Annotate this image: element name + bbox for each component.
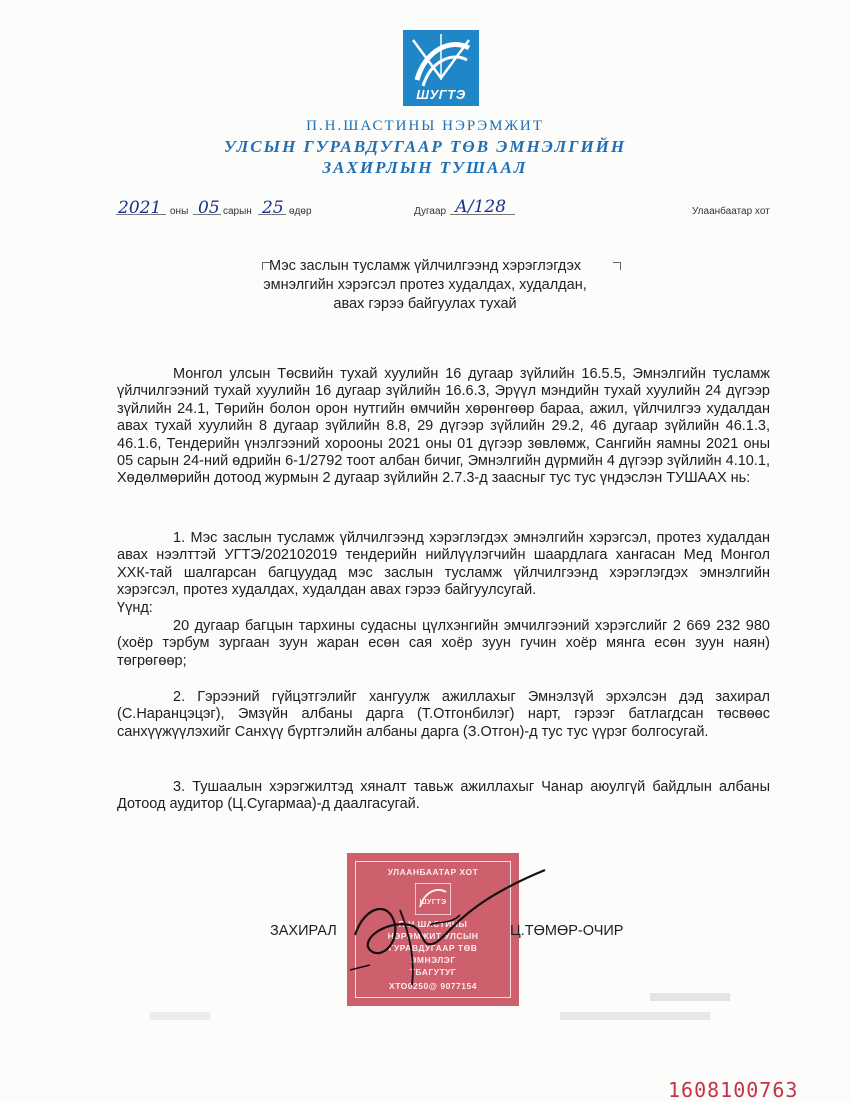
signatory-title: ЗАХИРАЛ — [270, 923, 337, 939]
subject-line2: эмнэлгийн хэрэгсэл протез худалдах, худалдан, — [263, 277, 587, 293]
logo — [403, 30, 479, 106]
date-year-suffix: оны — [170, 206, 189, 217]
stamp-registration: ХТО0250@ 9077154 — [389, 981, 477, 991]
preamble-text: Монгол улсын Төсвийн тухай хуулийн 16 дугаар зүйлийн 16.5.5, Эмнэлгийн тусламж үйлчилгээний тухай хуулийн 16 дугаар зүйлийн 16.6.3, Эрүүл мэндийн тухай хуулийн 24 дүгээр зүйлийн 24.1, Төрийн болон орон нутгийн өмчийн хөрөнгөөр бараа, ажил, үйлчилгээ худалдан авах тухай хуулийн 8 дугаар зүйлийн 8.8, 29 дүгээр зүйлийн 29.2, 46 дугаар зүйлийн 46.1.3, 46.1.6, Тендерийн үнэлгээний хорооны 2021 оны 01 дүгээр зөвлөмж, Сангийн яамны 2021 оны 05 сарын 24-ний өдрийн 6-1/2792 тоот албан бичиг, Эмнэлгийн дүрмийн 4 дүгээр зүйлийн 4.10.1, Хөдөлмөрийн дотоод журмын 2 дугаар зүйлийн 2.7.3-д заасныг тус тус үндэслэн ТУШААХ нь: — [117, 366, 770, 487]
stamp-line2: НЭРЭМЖИТ УЛСЫН — [387, 931, 479, 941]
date-day: 25 — [262, 198, 284, 218]
subject-line3: авах гэрээ байгуулах тухай — [333, 296, 517, 312]
stamp-line5: ТБАГУТУГ — [409, 967, 457, 977]
item3-paragraph — [117, 779, 770, 814]
number-label: Дугаар — [414, 206, 447, 217]
item1-text: 1. Мэс заслын тусламж үйлчилгээнд хэрэглэгдэх эмнэлгийн хэрэгсэл, протез худалдан авах нээлттэй УГТЭ/202102019 тендерийн нийлүүлэгчийн шаардлага хангасан Мед Монгол ХХК-тай шалгарсан багцуудад мэс заслын тусламж үйлчилгээнд хэрэглэгдэх эмнэлгийн хэрэгсэл, протез худалдах, худалдан авах гэрээ байгуулсугай. — [117, 530, 770, 599]
preamble-paragraph — [117, 366, 770, 488]
date-year: 2021 — [118, 198, 162, 218]
city: Улаанбаатар хот — [692, 206, 770, 217]
item3-text: 3. Тушаалын хэрэгжилтэд хяналт тавьж ажиллахыг Чанар аюулгүй байдлын албаны Дотоод аудитор (Ц.Сугармаа)-д даалгасугай. — [117, 779, 770, 813]
date-day-suffix: өдөр — [289, 206, 312, 217]
org-name-line2: УЛСЫН ГУРАВДУГААР ТӨВ ЭМНЭЛГИЙН — [223, 137, 627, 156]
item1-detail-text: 20 дугаар багцын тархины судасны цүлхэнгийн эмчилгээний хэрэгслийг 2 669 232 980 (хоёр тэрбум зургаан зуун жаран есөн сая хоёр зуун гучин хоёр мянга есөн зуун наян) төгрөгөөр; — [117, 618, 770, 669]
serial-number: 1608100763 — [668, 1078, 799, 1102]
bleed-through-mark — [560, 1012, 710, 1020]
bleed-through-mark — [650, 993, 730, 1001]
stamp-logo-text: ШУГТЭ — [419, 899, 447, 906]
item1-paragraph — [117, 530, 770, 600]
item2-paragraph — [117, 689, 770, 741]
handwritten-signature — [340, 865, 550, 990]
stamp-line3: ГУРАВДУГААР ТӨВ — [388, 943, 478, 953]
item1-detail-paragraph — [117, 618, 770, 670]
document-number: А/128 — [455, 197, 507, 217]
stamp-line1: П.Н.ШАСТИНЫ — [398, 919, 468, 929]
logo-text: ШУГТЭ — [416, 87, 466, 102]
signatory-name: Ц.ТӨМӨР-ОЧИР — [510, 923, 624, 939]
stamp-line4: ЭМНЭЛЭГ — [410, 955, 456, 965]
item1-sub-label: Үүнд: — [117, 600, 153, 616]
date-month: 05 — [198, 198, 220, 218]
bleed-through-mark — [150, 1012, 210, 1020]
stamp-top-text: УЛААНБААТАР ХОТ — [387, 867, 479, 877]
org-name-line1: П.Н.ШАСТИНЫ НЭРЭМЖИТ — [306, 118, 544, 134]
item2-text: 2. Гэрээний гүйцэтгэлийг хангуулж ажиллахыг Эмнэлзүй эрхэлсэн дэд захирал (С.Наранцэцэг), Эмзүйн албаны дарга (Т.Отгонбилэг) нарт, гэрээг батлагдсан төсвөөс санхүүжүүлэхийг Санхүү бүртгэлийн албаны дарга (З.Отгон)-д тус тус үүрэг болгосугай. — [117, 689, 770, 740]
document-type: ЗАХИРЛЫН ТУШААЛ — [322, 158, 528, 177]
subject-line1: Мэс заслын тусламж үйлчилгээнд хэрэглэгдэх — [268, 258, 582, 274]
date-month-suffix: сарын — [223, 206, 252, 217]
